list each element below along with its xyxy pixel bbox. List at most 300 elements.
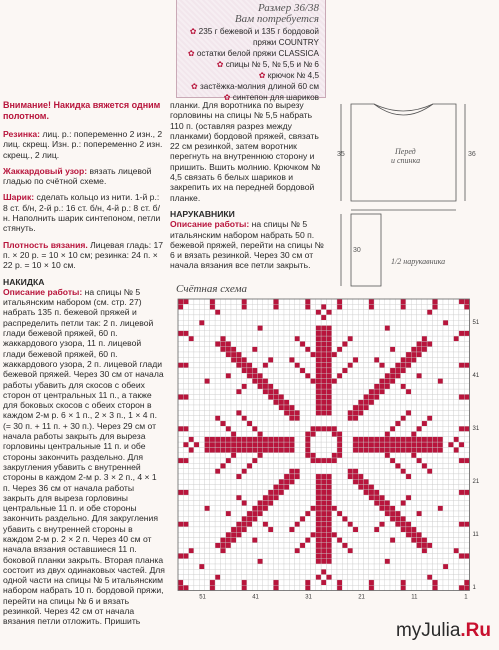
chart-cell [316,326,321,331]
chart-cell [311,532,316,537]
chart-cell [236,527,241,532]
chart-cell [242,585,247,590]
chart-cell [321,495,326,500]
chart-cell [194,474,199,479]
chart-cell [459,299,464,304]
dim-30: 30 [353,247,361,254]
chart-cell [194,373,199,378]
chart-cell [279,538,284,543]
chart-cell [210,310,215,315]
chart-cell [183,426,188,431]
chart-cell [395,373,400,378]
chart-cell [311,463,316,468]
chart-cell [194,410,199,415]
chart-cell [226,548,231,553]
chart-cell [438,458,443,463]
chart-cell [226,326,231,331]
chart-cell [242,336,247,341]
chart-cell [364,347,369,352]
chart-cell [369,368,374,373]
chart-cell [401,421,406,426]
chart-cell [311,389,316,394]
chart-cell [353,352,358,357]
chart-cell [417,538,422,543]
chart-cell [263,400,268,405]
chart-cell [326,463,331,468]
chart-cell [385,437,390,442]
chart-cell [273,495,278,500]
chart-cell [417,315,422,320]
chart-cell [220,490,225,495]
chart-cell [247,463,252,468]
chart-cell [183,580,188,585]
chart-cell [284,389,289,394]
chart-cell [432,532,437,537]
materials-item: ✿ застёжка-молния длиной 60 см [191,82,319,91]
chart-cell [242,352,247,357]
chart-cell [417,559,422,564]
chart-cell [236,559,241,564]
chart-cell [231,394,236,399]
chart-cell [205,379,210,384]
chart-cell [263,336,268,341]
chart-cell [231,336,236,341]
chart-cell [337,559,342,564]
chart-cell [443,538,448,543]
chart-cell [374,548,379,553]
chart-cell [337,527,342,532]
chart-cell [263,580,268,585]
chart-cell [358,564,363,569]
chart-cell [284,474,289,479]
chart-cell [411,384,416,389]
chart-cell [385,426,390,431]
chart-cell [390,352,395,357]
chart-cell [205,585,210,590]
chart-cell [305,400,310,405]
chart-cell [210,474,215,479]
chart-cell [273,352,278,357]
chart-cell [316,569,321,574]
chart-cell [321,548,326,553]
chart-cell [231,506,236,511]
chart-cell [205,336,210,341]
chart-cell [273,432,278,437]
chart-cell [438,585,443,590]
chart-cell [385,453,390,458]
chart-cell [348,336,353,341]
chart-cell [236,516,241,521]
chart-cell [326,469,331,474]
chart-cell [454,447,459,452]
chart-cell [231,416,236,421]
chart-cell [358,432,363,437]
chart-cell [258,490,263,495]
chart-cell [411,363,416,368]
chart-cell [247,543,252,548]
chart-cell [395,421,400,426]
chart-cell [332,495,337,500]
chart-cell [236,400,241,405]
chart-cell [236,469,241,474]
chart-cell [258,553,263,558]
chart-cell [258,373,263,378]
chart-cell [220,363,225,368]
chart-cell [236,352,241,357]
chart-cell [236,564,241,569]
chart-cell [273,580,278,585]
chart-cell [295,341,300,346]
chart-cell [464,432,469,437]
chart-cell [194,379,199,384]
density-text: Лицевая гладь: 17 п. × 20 р. = 10 × 10 см; резинка: 24 п. × 22 р. = 10 × 10 см. [3,239,164,271]
work-label: Описание работы: [3,286,83,297]
chart-cell [247,304,252,309]
chart-cell [220,511,225,516]
chart-cell [263,363,268,368]
chart-cell [438,463,443,468]
chart-cell [189,463,194,468]
chart-cell [353,368,358,373]
chart-cell [337,384,342,389]
chart-cell [390,373,395,378]
chart-cell [210,469,215,474]
chart-cell [295,394,300,399]
chart-cell [305,548,310,553]
chart-cell [242,532,247,537]
chart-cell [364,522,369,527]
chart-cell [273,538,278,543]
chart-cell [263,410,268,415]
chart-cell [321,426,326,431]
chart-cell [258,506,263,511]
chart-cell [189,474,194,479]
chart-cell [300,368,305,373]
chart-cell [422,310,427,315]
chart-cell [205,569,210,574]
chart-cell [231,559,236,564]
chart-cell [348,421,353,426]
chart-cell [194,527,199,532]
chart-cell [284,532,289,537]
chart-cell [358,458,363,463]
chart-cell [273,405,278,410]
chart-cell [189,575,194,580]
chart-cell [411,490,416,495]
chart-cell [258,453,263,458]
chart-cell [183,516,188,521]
chart-cell [247,495,252,500]
chart-cell [390,585,395,590]
chart-cell [369,479,374,484]
chart-cell [263,304,268,309]
chart-cell [464,320,469,325]
chart-cell [454,437,459,442]
chart-cell [194,490,199,495]
chart-cell [332,532,337,537]
chart-cell [390,548,395,553]
chart-cell [464,442,469,447]
chart-cell [438,580,443,585]
chart-cell [316,405,321,410]
chart-cell [226,511,231,516]
chart-cell [417,553,422,558]
chart-cell [215,352,220,357]
chart-cell [263,522,268,527]
chart-cell [379,490,384,495]
chart-cell [406,442,411,447]
chart-cell [417,543,422,548]
chart-cell [417,363,422,368]
chart-cell [348,405,353,410]
chart-cell [284,400,289,405]
materials-item: ✿ синтепон для шариков [223,93,319,102]
col-label: 1 [464,594,468,601]
chart-cell [342,432,347,437]
chart-cell [395,304,400,309]
chart-cell [295,299,300,304]
chart-cell [194,564,199,569]
chart-cell [268,416,273,421]
chart-cell [295,416,300,421]
chart-cell [459,326,464,331]
chart-cell [220,336,225,341]
materials-list [181,26,319,103]
chart-cell [279,458,284,463]
chart-cell [406,299,411,304]
chart-cell [332,585,337,590]
chart-cell [348,331,353,336]
chart-cell [258,347,263,352]
chart-cell [194,585,199,590]
chart-cell [231,447,236,452]
chart-cell [226,373,231,378]
chart-cell [199,368,204,373]
chart-cell [374,341,379,346]
chart-cell [364,585,369,590]
chart-cell [332,384,337,389]
chart-cell [231,553,236,558]
chart-cell [289,500,294,505]
chart-cell [379,299,384,304]
chart-cell [326,336,331,341]
chart-cell [374,553,379,558]
chart-cell [305,532,310,537]
chart-cell [220,559,225,564]
chart-cell [459,310,464,315]
chart-cell [210,326,215,331]
chart-cell [268,506,273,511]
chart-cell [242,310,247,315]
chart-cell [342,326,347,331]
chart-cell [332,538,337,543]
chart-cell [231,299,236,304]
chart-cell [279,373,284,378]
chart-cell [379,352,384,357]
chart-cell [417,416,422,421]
chart-cell [374,410,379,415]
chart-cell [417,394,422,399]
chart-cell [220,304,225,309]
chart-cell [205,447,210,452]
chart-cell [279,320,284,325]
chart-cell [369,463,374,468]
chart-cell [268,315,273,320]
chart-cell [448,421,453,426]
chart-cell [448,336,453,341]
chart-cell [432,522,437,527]
chart-cell [189,331,194,336]
chart-cell [289,559,294,564]
chart-cell [432,527,437,532]
chart-cell [295,564,300,569]
chart-cell [247,326,252,331]
chart-cell [210,363,215,368]
chart-cell [454,315,459,320]
chart-cell [326,352,331,357]
chart-cell [395,538,400,543]
chart-cell [427,304,432,309]
chart-cell [305,490,310,495]
chart-cell [305,416,310,421]
chart-cell [390,432,395,437]
chart-cell [364,379,369,384]
chart-cell [300,379,305,384]
chart-cell [305,384,310,389]
chart-cell [438,373,443,378]
chart-cell [422,575,427,580]
chart-cell [289,299,294,304]
chart-cell [231,432,236,437]
chart-cell [411,336,416,341]
chart-cell [332,575,337,580]
chart-cell [183,363,188,368]
chart-cell [189,421,194,426]
chart-cell [337,553,342,558]
chart-cell [342,368,347,373]
chart-cell [448,400,453,405]
chart-cell [364,458,369,463]
chart-cell [215,394,220,399]
chart-cell [273,479,278,484]
chart-cell [247,400,252,405]
chart-cell [454,522,459,527]
chart-cell [321,469,326,474]
chart-cell [385,400,390,405]
chart-cell [215,532,220,537]
chart-cell [258,500,263,505]
chart-cell [454,469,459,474]
chart-cell [342,379,347,384]
chart-cell [279,479,284,484]
chart-cell [236,421,241,426]
chart-cell [390,553,395,558]
chart-cell [348,559,353,564]
chart-cell [316,304,321,309]
chart-cell [263,453,268,458]
chart-cell [417,469,422,474]
chart-cell [295,373,300,378]
chart-cell [279,580,284,585]
chart-cell [284,569,289,574]
chart-cell [326,585,331,590]
chart-cell [210,506,215,511]
cuffs-text: на спицы № 5 итальянским набором набрать 50 п. бежевой пряжей, перейти на спицы № 6 и вязать резинкой. Через 30 см от начала вязания все петли закрыть. [170,219,324,271]
chart-cell [183,379,188,384]
chart-cell [236,310,241,315]
chart-cell [300,469,305,474]
chart-cell [459,363,464,368]
chart-cell [305,437,310,442]
chart-cell [422,405,427,410]
chart-cell [369,363,374,368]
chart-cell [385,315,390,320]
chart-cell [311,580,316,585]
chart-cell [411,416,416,421]
chart-cell [220,469,225,474]
chart-cell [364,575,369,580]
chart-cell [364,326,369,331]
chart-cell [364,469,369,474]
chart-cell [406,490,411,495]
chart-cell [305,527,310,532]
chart-cell [411,357,416,362]
chart-cell [189,516,194,521]
chart-cell [353,357,358,362]
chart-cell [210,405,215,410]
chart-cell [295,569,300,574]
chart-cell [364,437,369,442]
rib-text: лиц. р.: попеременно 2 изн., 2 лиц. скрещ. Изн. р.: попеременно 2 изн. скрещ., 2 лиц. [3,129,163,160]
chart-cell [252,442,257,447]
chart-cell [231,357,236,362]
chart-cell [311,516,316,521]
chart-cell [401,400,406,405]
chart-cell [390,400,395,405]
chart-cell [183,543,188,548]
chart-cell [258,474,263,479]
chart-cell [443,315,448,320]
chart-cell [284,543,289,548]
chart-cell [464,405,469,410]
chart-cell [427,559,432,564]
chart-cell [326,357,331,362]
chart-cell [326,368,331,373]
chart-cell [205,389,210,394]
chart-cell [305,320,310,325]
chart-cell [432,500,437,505]
chart-cell [258,527,263,532]
chart-cell [374,432,379,437]
chart-cell [300,548,305,553]
chart-cell [242,469,247,474]
chart-cell [454,331,459,336]
chart-cell [374,511,379,516]
chart-cell [374,336,379,341]
chart-cell [226,304,231,309]
chart-cell [236,532,241,537]
chart-cell [252,469,257,474]
chart-cell [427,426,432,431]
chart-cell [459,458,464,463]
chart-cell [252,485,257,490]
chart-cell [268,442,273,447]
chart-cell [417,447,422,452]
chart-cell [242,357,247,362]
chart-cell [464,416,469,421]
chart-cell [263,463,268,468]
chart-cell [411,405,416,410]
